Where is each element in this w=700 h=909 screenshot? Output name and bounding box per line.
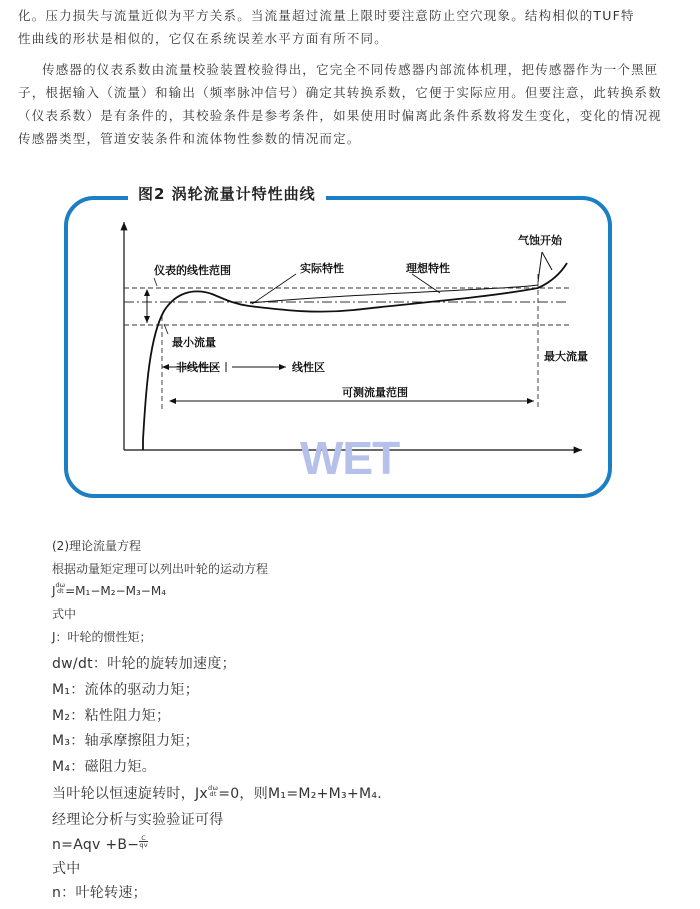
eq3-frac-den: qv: [139, 841, 148, 849]
eq3-fraction: [139, 835, 148, 848]
eq2-fraction: [208, 785, 218, 797]
cavitation-pointer: [542, 252, 552, 270]
eq2-frac-den: dt: [209, 790, 217, 798]
definition-m1: M₁：流体的驱动力矩；: [52, 682, 199, 698]
paragraph-2-line-1: 传感器的仪表系数由流量校验装置校验得出，它完全不同传感器内部流体机理，把传感器作为一个黑匣: [42, 62, 659, 77]
cavitation-pointer-2: [538, 252, 542, 282]
eq1-lhs: J: [52, 584, 56, 598]
definition-dw: dw/dt：叶轮的旋转加速度；: [52, 656, 236, 672]
paragraph-1-line-1: 化。压力损失与流量近似为平方关系。当流量超过流量上限时要注意防止空穴现象。结构相似的TUF特: [18, 8, 635, 23]
definition-j: J：叶轮的惯性矩；: [52, 630, 152, 644]
eq3-main: n=Aqv +B−: [52, 837, 140, 853]
label-min-flow: 最小流量: [172, 336, 216, 349]
label-cavitation: 气蚀开始: [518, 234, 562, 247]
eq1-frac-den: dt: [56, 587, 64, 595]
eq2-frac-num: dω: [208, 784, 219, 792]
conclusion: 经理论分析与实验验证可得: [52, 812, 224, 828]
equation-3: [52, 835, 148, 853]
label-measurable-range: 可测流量范围: [342, 386, 408, 399]
label-linear-range: 仪表的线性范围: [154, 264, 231, 277]
equation-intro: 根据动量矩定理可以列出叶轮的运动方程: [52, 562, 269, 576]
paragraph-1: [18, 4, 682, 50]
label-nonlinear-zone: 非线性区: [176, 361, 220, 374]
eq2-suffix: =0，则M₁=M₂+M₃+M₄.: [218, 786, 383, 802]
definition-n: n：叶轮转速；: [52, 885, 147, 901]
linear-range-leader: [154, 278, 157, 286]
label-actual: 实际特性: [300, 262, 344, 275]
label-linear-zone: 线性区: [292, 361, 325, 374]
where-label-1: 式中: [52, 607, 77, 621]
paragraph-2-line-4: 传感器类型，管道安装条件和流体物性参数的情况而定。: [18, 131, 361, 146]
actual-characteristic-curve: [143, 263, 567, 450]
equation-2: [52, 783, 382, 803]
eq1-frac-num: dω: [55, 581, 66, 589]
min-flow-leader: [164, 324, 168, 334]
paragraph-2-line-3: （仪表系数）是有条件的，其校验条件是参考条件，如果使用时偏离此条件系数将发生变化，变化的情况视: [18, 108, 662, 123]
equation-heading: (2)理论流量方程: [52, 539, 141, 553]
paragraph-1-line-2: 性曲线的形状是相似的，它仅在系统误差水平方面有所不同。: [18, 31, 388, 46]
eq3-frac-num: C: [141, 834, 147, 842]
eq1-fraction: [56, 582, 66, 594]
paragraph-2: [18, 58, 682, 150]
label-ideal: 理想特性: [406, 262, 450, 275]
equation-1: [52, 582, 166, 598]
figure-title: 图2 涡轮流量计特性曲线: [128, 183, 326, 204]
wet-watermark-logo: WET: [300, 432, 400, 484]
label-max-flow: 最大流量: [544, 350, 588, 363]
definition-m4: M₄：磁阻力矩。: [52, 759, 157, 775]
eq2-prefix: 当叶轮以恒速旋转时，Jx: [52, 786, 209, 802]
paragraph-2-line-2: 子，根据输入（流量）和输出（频率脉冲信号）确定其转换系数，它便于实际应用。但要注意，此转换系数: [18, 85, 662, 100]
where-label-2: 式中: [52, 861, 81, 877]
ideal-leader: [412, 274, 440, 293]
eq1-rhs: =M₁−M₂−M₃−M₄: [65, 584, 166, 598]
definition-m3: M₃：轴承摩擦阻力矩；: [52, 733, 199, 749]
definition-m2: M₂：粘性阻力矩；: [52, 708, 171, 724]
